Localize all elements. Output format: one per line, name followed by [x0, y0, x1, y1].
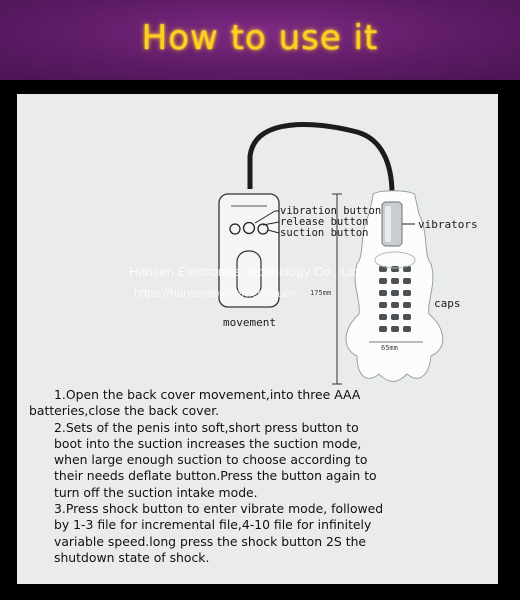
instruction-panel	[17, 94, 498, 584]
divider	[0, 80, 520, 94]
product-diagram	[17, 94, 498, 394]
instruction-step-1: 1.Open the back cover movement,into three AAA batteries,close the back cover.	[29, 387, 361, 419]
page-title: How to use it	[141, 18, 379, 58]
suction-button-label: suction button	[280, 227, 369, 239]
watermark-company: Hansen Electronics Technology Co., Ltd	[129, 264, 360, 279]
cable	[250, 125, 392, 194]
width-dimension-label: 65mm	[381, 344, 398, 352]
vibrators-label: vibrators	[418, 218, 478, 231]
header-banner	[0, 0, 520, 80]
movement-label: movement	[223, 316, 276, 329]
instruction-step-3: 3.Press shock button to enter vibrate mode, followed by 1-3 file for incremental file,4-10 file for infinitely variable speed.long press the shock button 2S the shutdown state of shock.	[54, 501, 384, 565]
vibration-button-label: vibration button	[280, 205, 382, 217]
watermark-url: https://hansentoys.en.china.cn	[134, 286, 297, 300]
height-dimension-label: 175mm	[310, 289, 332, 297]
instructions-text	[29, 387, 389, 566]
release-button-label: release button	[280, 216, 369, 228]
instruction-step-2: 2.Sets of the penis into soft,short press button to boot into the suction increases the suction mode, when large enough suction to choose according to their needs deflate button.Press the button again to turn off the suction intake mode.	[54, 419, 377, 500]
caps-label: caps	[434, 297, 461, 310]
